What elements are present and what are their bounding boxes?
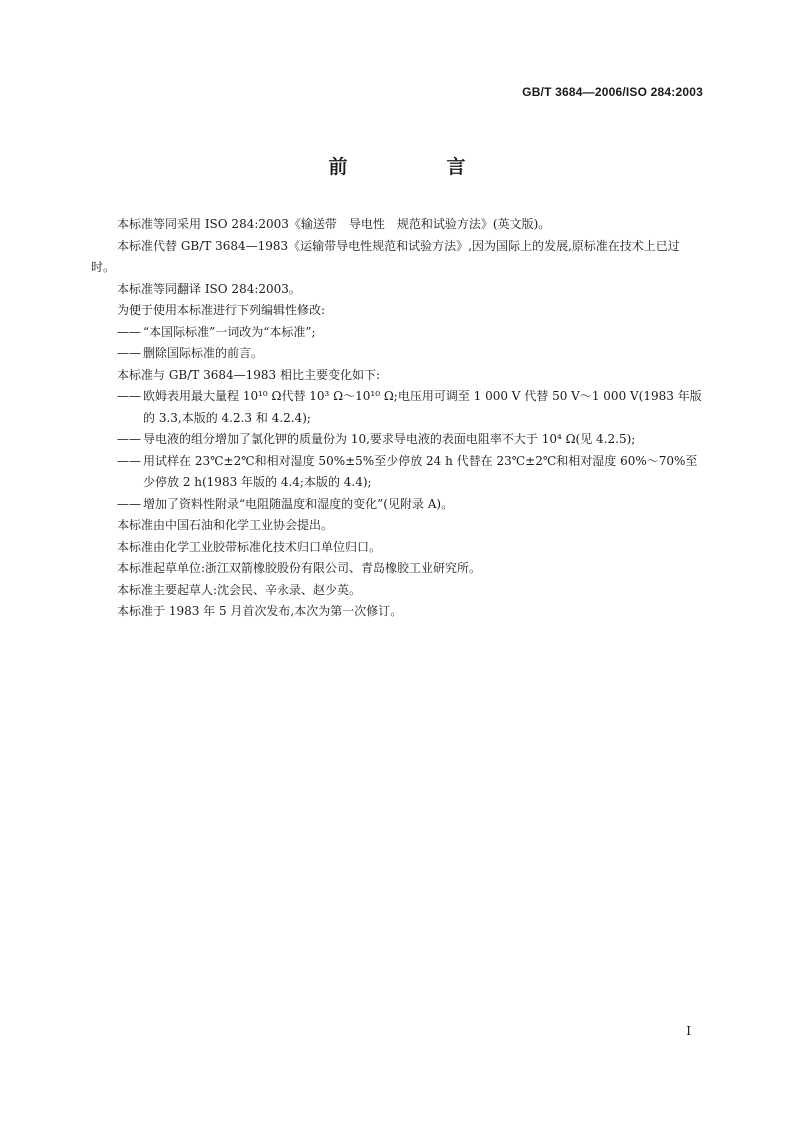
paragraph-centralized-unit: 本标准由化学工业胶带标准化技术归口单位归口。 bbox=[117, 539, 382, 554]
list-item: —— “本国际标准”一词改为“本标准”; bbox=[91, 322, 703, 344]
standard-code-header: GB/T 3684—2006/ISO 284:2003 bbox=[522, 85, 703, 99]
foreword-body bbox=[91, 214, 703, 623]
dash-mark: —— bbox=[117, 432, 141, 446]
list-item: —— 导电液的组分增加了氯化钾的质量份为 10,要求导电液的表面电阻率不大于 10⁴ Ω(见 4.2.5); bbox=[91, 429, 703, 451]
paragraph-release-history: 本标准于 1983 年 5 月首次发布,本次为第一次修订。 bbox=[117, 604, 403, 618]
list-item: —— 欧姆表用最大量程 10¹⁰ Ω代替 10³ Ω～10¹⁰ Ω;电压用可调至 1 000 V 代替 50 V～1 000 V(1983 年版的 3.3,本版的 4.2.3 和 4.2.4); bbox=[91, 386, 703, 429]
paragraph-translation: 本标准等同翻译 ISO 284:2003。 bbox=[117, 281, 301, 296]
list-item: —— 增加了资料性附录“电阻随温度和湿度的变化”(见附录 A)。 bbox=[91, 494, 703, 516]
paragraph-main-changes: 本标准与 GB/T 3684—1983 相比主要变化如下: bbox=[117, 367, 381, 382]
page-number: I bbox=[686, 1024, 691, 1038]
list-item: —— 用试样在 23℃±2℃和相对湿度 50%±5%至少停放 24 h 代替在 23℃±2℃和相对湿度 60%～70%至少停放 2 h(1983 年版的 4.4;本版的 4.4); bbox=[91, 451, 703, 494]
dash-mark: —— bbox=[117, 389, 141, 403]
paragraph-proposer: 本标准由中国石油和化学工业协会提出。 bbox=[117, 518, 334, 532]
paragraph-adoption: 本标准等同采用 ISO 284:2003《输送带 导电性 规范和试验方法》(英文版)。 bbox=[117, 217, 551, 231]
paragraph-drafters: 本标准主要起草人:沈会民、辛永录、赵少英。 bbox=[117, 582, 362, 597]
dash-mark: —— bbox=[117, 346, 141, 360]
dash-mark: —— bbox=[117, 453, 141, 468]
paragraph-drafting-units: 本标准起草单位:浙江双箭橡胶股份有限公司、青岛橡胶工业研究所。 bbox=[117, 561, 482, 575]
list-item: —— 删除国际标准的前言。 bbox=[91, 343, 703, 365]
dash-mark: —— bbox=[117, 496, 141, 511]
paragraph-replaces: 本标准代替 GB/T 3684—1983《运输带导电性规范和试验方法》,因为国际上的发展,原标准在技术上已过时。 bbox=[91, 238, 680, 274]
paragraph-editorial-changes: 为便于使用本标准进行下列编辑性修改: bbox=[117, 303, 326, 317]
page-title: 前 言 bbox=[328, 156, 506, 178]
dash-mark: —— bbox=[117, 324, 141, 339]
